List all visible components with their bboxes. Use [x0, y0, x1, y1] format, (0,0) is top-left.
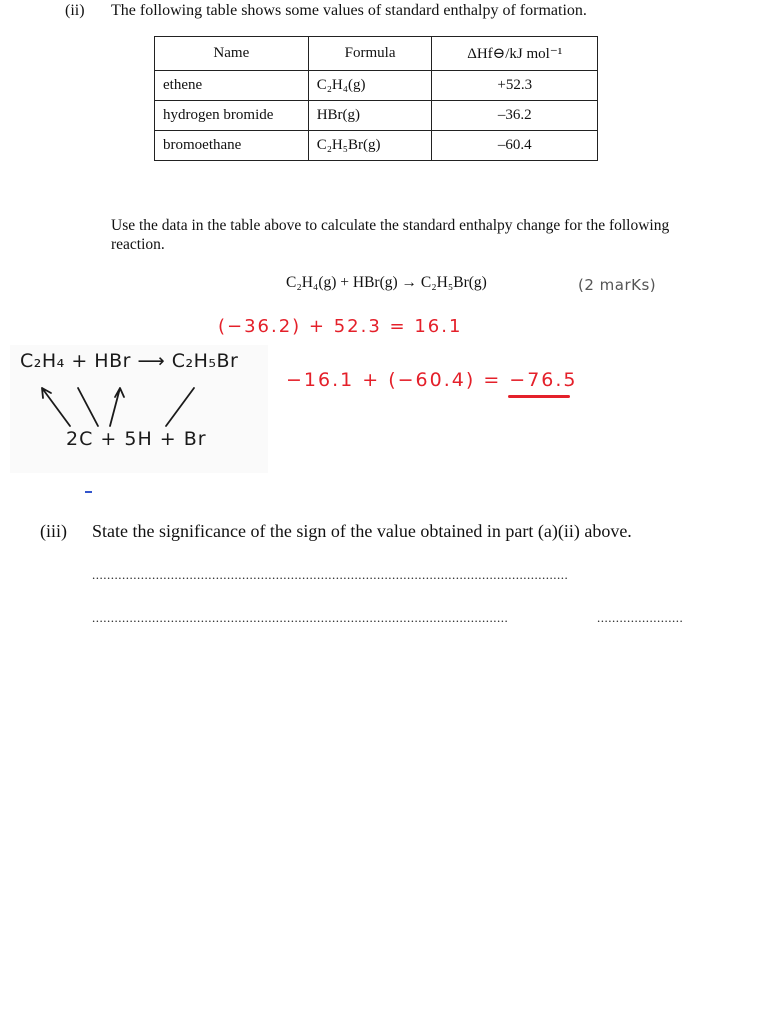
cell-formula: C₂H₅Br(g) — [308, 131, 432, 161]
cell-value: +52.3 — [432, 71, 598, 101]
question-ii-text: The following table shows some values of standard enthalpy of formation. — [111, 2, 587, 19]
question-iii-text: State the significance of the sign of the value obtained in part (a)(ii) above. — [92, 521, 632, 541]
cell-value: –36.2 — [432, 101, 598, 131]
handwritten-cycle-equation: C₂H₄ + HBr ⟶ C₂H₅Br — [20, 350, 239, 372]
cell-name: bromoethane — [155, 131, 309, 161]
table-row — [155, 131, 598, 161]
cell-name: hydrogen bromide — [155, 101, 309, 131]
handwritten-working-line-2: −16.1 + (−60.4) = −76.5 — [286, 369, 578, 391]
question-ii-label: (ii) — [65, 2, 85, 19]
answer-underline — [508, 395, 570, 398]
cell-name: ethene — [155, 71, 309, 101]
handwritten-working-line-1: (−36.2) + 52.3 = 16.1 — [218, 316, 463, 337]
question-iii-label: (iii) — [40, 521, 67, 541]
enthalpy-table — [154, 36, 598, 161]
answer-line-1[interactable]: ............................................................................................................................... — [92, 567, 569, 582]
cell-formula: HBr(g) — [308, 101, 432, 131]
cell-formula: C₂H₄(g) — [308, 71, 432, 101]
answer-line-2[interactable]: ............................................................................................................... — [92, 610, 509, 625]
instruction-text: Use the data in the table above to calculate the standard enthalpy change for the following reaction. — [111, 217, 670, 253]
reaction-equation: C₂H₄(g) + HBr(g) → C₂H₅Br(g) — [286, 274, 487, 291]
table-row — [155, 71, 598, 101]
answer-line-3[interactable]: ....................... — [597, 610, 684, 625]
header-formula: Formula — [308, 37, 432, 71]
handwritten-cycle-elements: 2C + 5H + Br — [66, 428, 207, 450]
handwritten-marks-note: (2 marKs) — [578, 276, 657, 294]
table-header-row — [155, 37, 598, 71]
table-row — [155, 101, 598, 131]
cell-value: –60.4 — [432, 131, 598, 161]
header-enthalpy: ΔHf⊖/kJ mol⁻¹ — [432, 37, 598, 71]
stray-mark — [85, 491, 92, 493]
header-name: Name — [155, 37, 309, 71]
